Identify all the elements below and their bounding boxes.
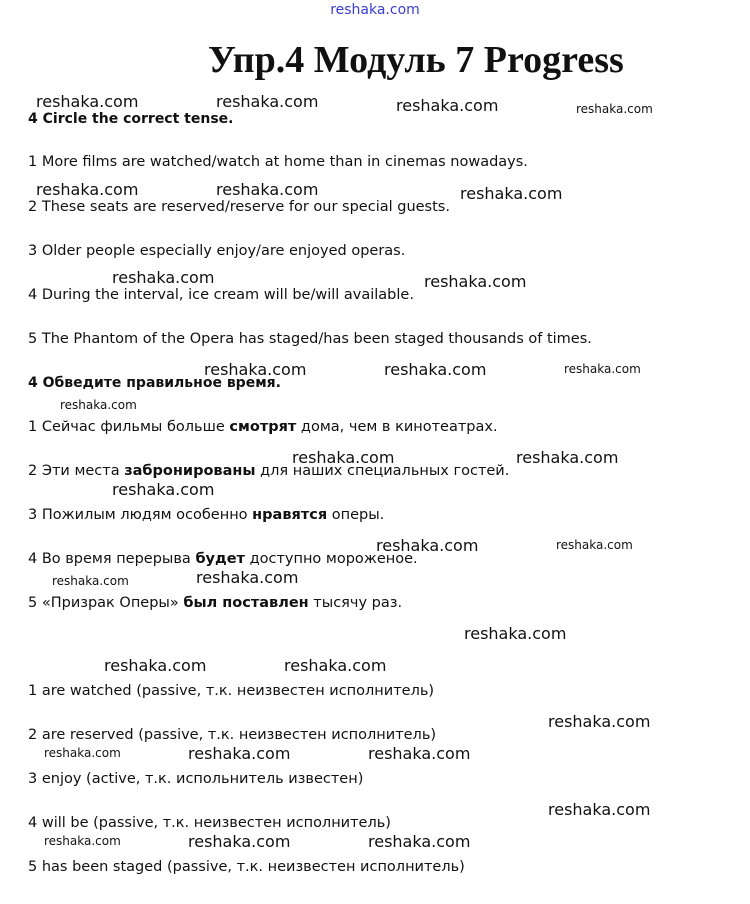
russian-item-4-pre: 4 Во время перерыва: [28, 551, 196, 567]
watermark: reshaka.com: [204, 360, 307, 379]
watermark: reshaka.com: [424, 272, 527, 291]
watermark: reshaka.com: [368, 832, 471, 851]
english-item-5: 5 The Phantom of the Opera has staged/has been staged thousands of times.: [28, 331, 592, 347]
site-link[interactable]: reshaka.com: [330, 2, 420, 18]
watermark: reshaka.com: [104, 656, 207, 675]
russian-item-4: [28, 550, 418, 568]
russian-item-5-pre: 5 «Призрак Оперы»: [28, 595, 184, 611]
english-heading: 4 Circle the correct tense.: [28, 111, 234, 127]
watermark: reshaka.com: [112, 268, 215, 287]
russian-item-3-pre: 3 Пожилым людям особенно: [28, 507, 253, 523]
answer-1: 1 are watched (passive, т.к. неизвестен исполнитель): [28, 683, 435, 699]
answer-3: 3 enjoy (active, т.к. испольнитель известен): [28, 771, 364, 787]
russian-heading: 4 Обведите правильное время.: [28, 375, 281, 391]
russian-item-2-post: для наших специальных гостей.: [255, 463, 510, 479]
russian-item-1-answer: смотрят: [229, 419, 297, 435]
russian-item-2: [28, 462, 509, 480]
watermark: reshaka.com: [464, 624, 567, 643]
russian-item-2-answer: забронированы: [124, 463, 256, 479]
watermark: reshaka.com: [576, 102, 653, 116]
watermark: reshaka.com: [556, 538, 633, 552]
russian-item-1: [28, 418, 498, 436]
watermark: reshaka.com: [284, 656, 387, 675]
watermark: reshaka.com: [548, 712, 651, 731]
russian-item-2-pre: 2 Эти места: [28, 463, 125, 479]
watermark: reshaka.com: [36, 180, 139, 199]
watermark: reshaka.com: [376, 536, 479, 555]
watermark: reshaka.com: [112, 480, 215, 499]
russian-item-5: [28, 594, 402, 612]
watermark: reshaka.com: [188, 832, 291, 851]
watermark: reshaka.com: [460, 184, 563, 203]
russian-item-4-answer: будет: [195, 551, 245, 567]
watermark: reshaka.com: [60, 398, 137, 412]
watermark: reshaka.com: [368, 744, 471, 763]
russian-item-4-post: доступно мороженое.: [244, 551, 418, 567]
russian-item-3-answer: нравятся: [252, 507, 328, 523]
answer-2: 2 are reserved (passive, т.к. неизвестен исполнитель): [28, 727, 437, 743]
english-item-2: 2 These seats are reserved/reserve for our special guests.: [28, 199, 450, 215]
russian-item-1-post: дома, чем в кинотеатрах.: [296, 419, 498, 435]
russian-item-5-answer: был поставлен: [183, 595, 309, 611]
watermark: reshaka.com: [548, 800, 651, 819]
watermark: reshaka.com: [44, 746, 121, 760]
watermark: reshaka.com: [216, 92, 319, 111]
watermark: reshaka.com: [292, 448, 395, 467]
watermark: reshaka.com: [52, 574, 129, 588]
english-item-3: 3 Older people especially enjoy/are enjoyed operas.: [28, 243, 406, 259]
watermark: reshaka.com: [396, 96, 499, 115]
russian-item-1-pre: 1 Сейчас фильмы больше: [28, 419, 230, 435]
watermark: reshaka.com: [216, 180, 319, 199]
russian-item-3-post: оперы.: [327, 507, 385, 523]
russian-item-3: [28, 506, 384, 524]
watermark: reshaka.com: [516, 448, 619, 467]
watermark: reshaka.com: [44, 834, 121, 848]
russian-item-5-post: тысячу раз.: [308, 595, 403, 611]
watermark: reshaka.com: [36, 92, 139, 111]
answer-4: 4 will be (passive, т.к. неизвестен исполнитель): [28, 815, 391, 831]
watermark: reshaka.com: [196, 568, 299, 587]
answer-5: 5 has been staged (passive, т.к. неизвестен исполнитель): [28, 859, 465, 875]
watermark: reshaka.com: [564, 362, 641, 376]
page-title: Упр.4 Модуль 7 Progress: [208, 39, 624, 81]
watermark: reshaka.com: [384, 360, 487, 379]
english-item-4: 4 During the interval, ice cream will be/will available.: [28, 287, 414, 303]
english-item-1: 1 More films are watched/watch at home than in cinemas nowadays.: [28, 154, 528, 170]
watermark: reshaka.com: [188, 744, 291, 763]
